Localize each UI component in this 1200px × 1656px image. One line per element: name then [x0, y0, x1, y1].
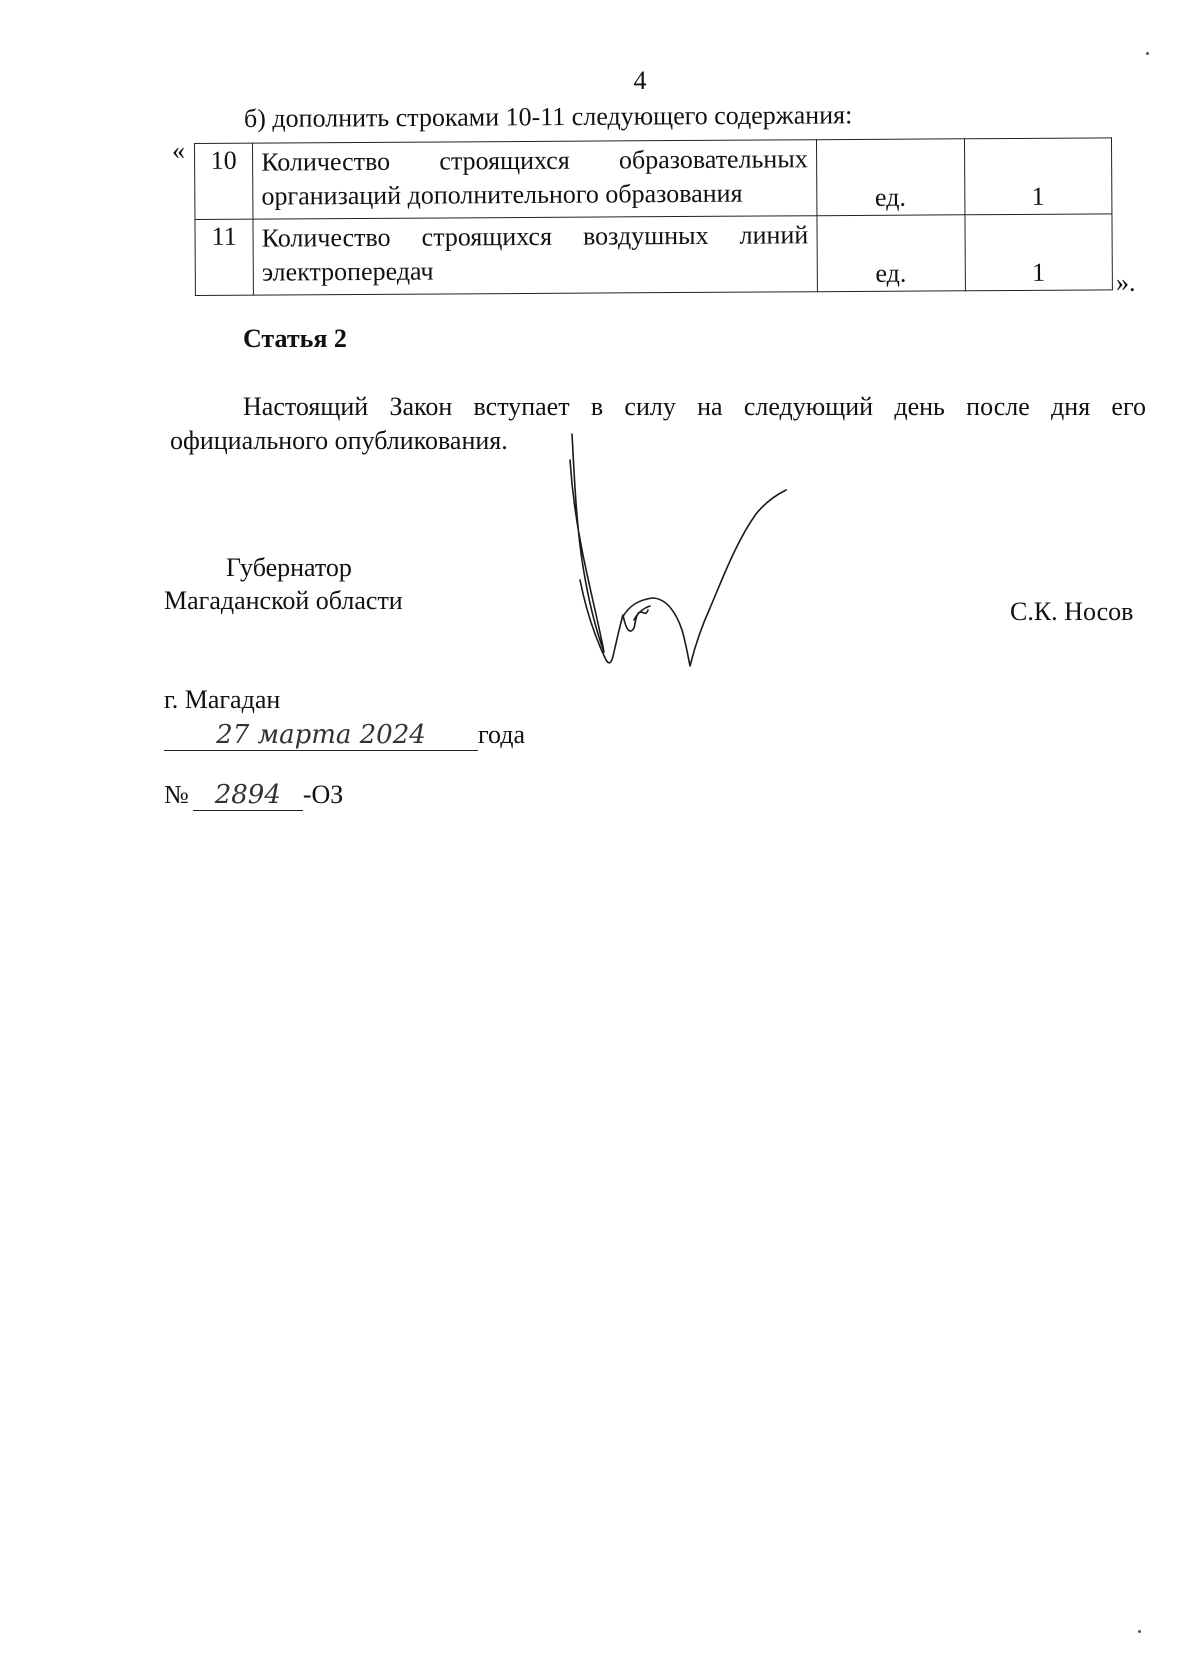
scan-speck	[1146, 52, 1149, 55]
amendment-table	[194, 137, 1113, 296]
quote-close: ».	[1116, 268, 1136, 297]
article-title: Статья 2	[243, 324, 347, 353]
page-number: 4	[633, 66, 647, 95]
row-value	[964, 138, 1112, 215]
row-unit	[816, 139, 964, 216]
number-handwritten: 2894	[193, 780, 303, 811]
table-row	[195, 214, 1112, 296]
governor-region: Магаданской области	[164, 586, 403, 615]
row-description-line: организаций дополнительного образования	[261, 178, 743, 211]
quote-open: «	[172, 136, 185, 165]
row-number: 11	[195, 219, 254, 295]
date-suffix: года	[478, 720, 526, 749]
governor-name: С.К. Носов	[1010, 597, 1134, 626]
signing-date	[164, 720, 525, 751]
row-description	[253, 216, 817, 295]
row-description-line: электропередач	[261, 256, 434, 287]
row-value	[964, 214, 1112, 291]
signature-image	[560, 430, 800, 680]
row-description-line: Количество строящихся воздушных линий	[261, 220, 809, 253]
row-number: 10	[195, 143, 254, 219]
body-line: официального опубликования.	[170, 426, 508, 455]
row-unit-text: ед.	[875, 258, 907, 288]
row-unit	[817, 215, 965, 292]
law-number	[164, 780, 343, 811]
row-value-text: 1	[1031, 181, 1045, 211]
number-suffix: -ОЗ	[302, 780, 344, 809]
body-line: Настоящий Закон вступает в силу на следующий день после дня его	[243, 392, 1146, 421]
date-handwritten: 27 марта 2024	[164, 720, 478, 751]
row-value-text: 1	[1031, 257, 1046, 287]
scan-speck	[1138, 1630, 1141, 1633]
amendment-intro: б) дополнить строками 10-11 следующего содержания:	[243, 100, 853, 133]
row-unit-text: ед.	[874, 182, 906, 212]
governor-title: Губернатор	[226, 553, 352, 582]
row-description-line: Количество строящихся образовательных	[261, 144, 808, 177]
row-description	[253, 140, 817, 219]
city: г. Магадан	[164, 685, 281, 714]
table-row	[195, 138, 1112, 220]
number-prefix: №	[164, 780, 189, 809]
